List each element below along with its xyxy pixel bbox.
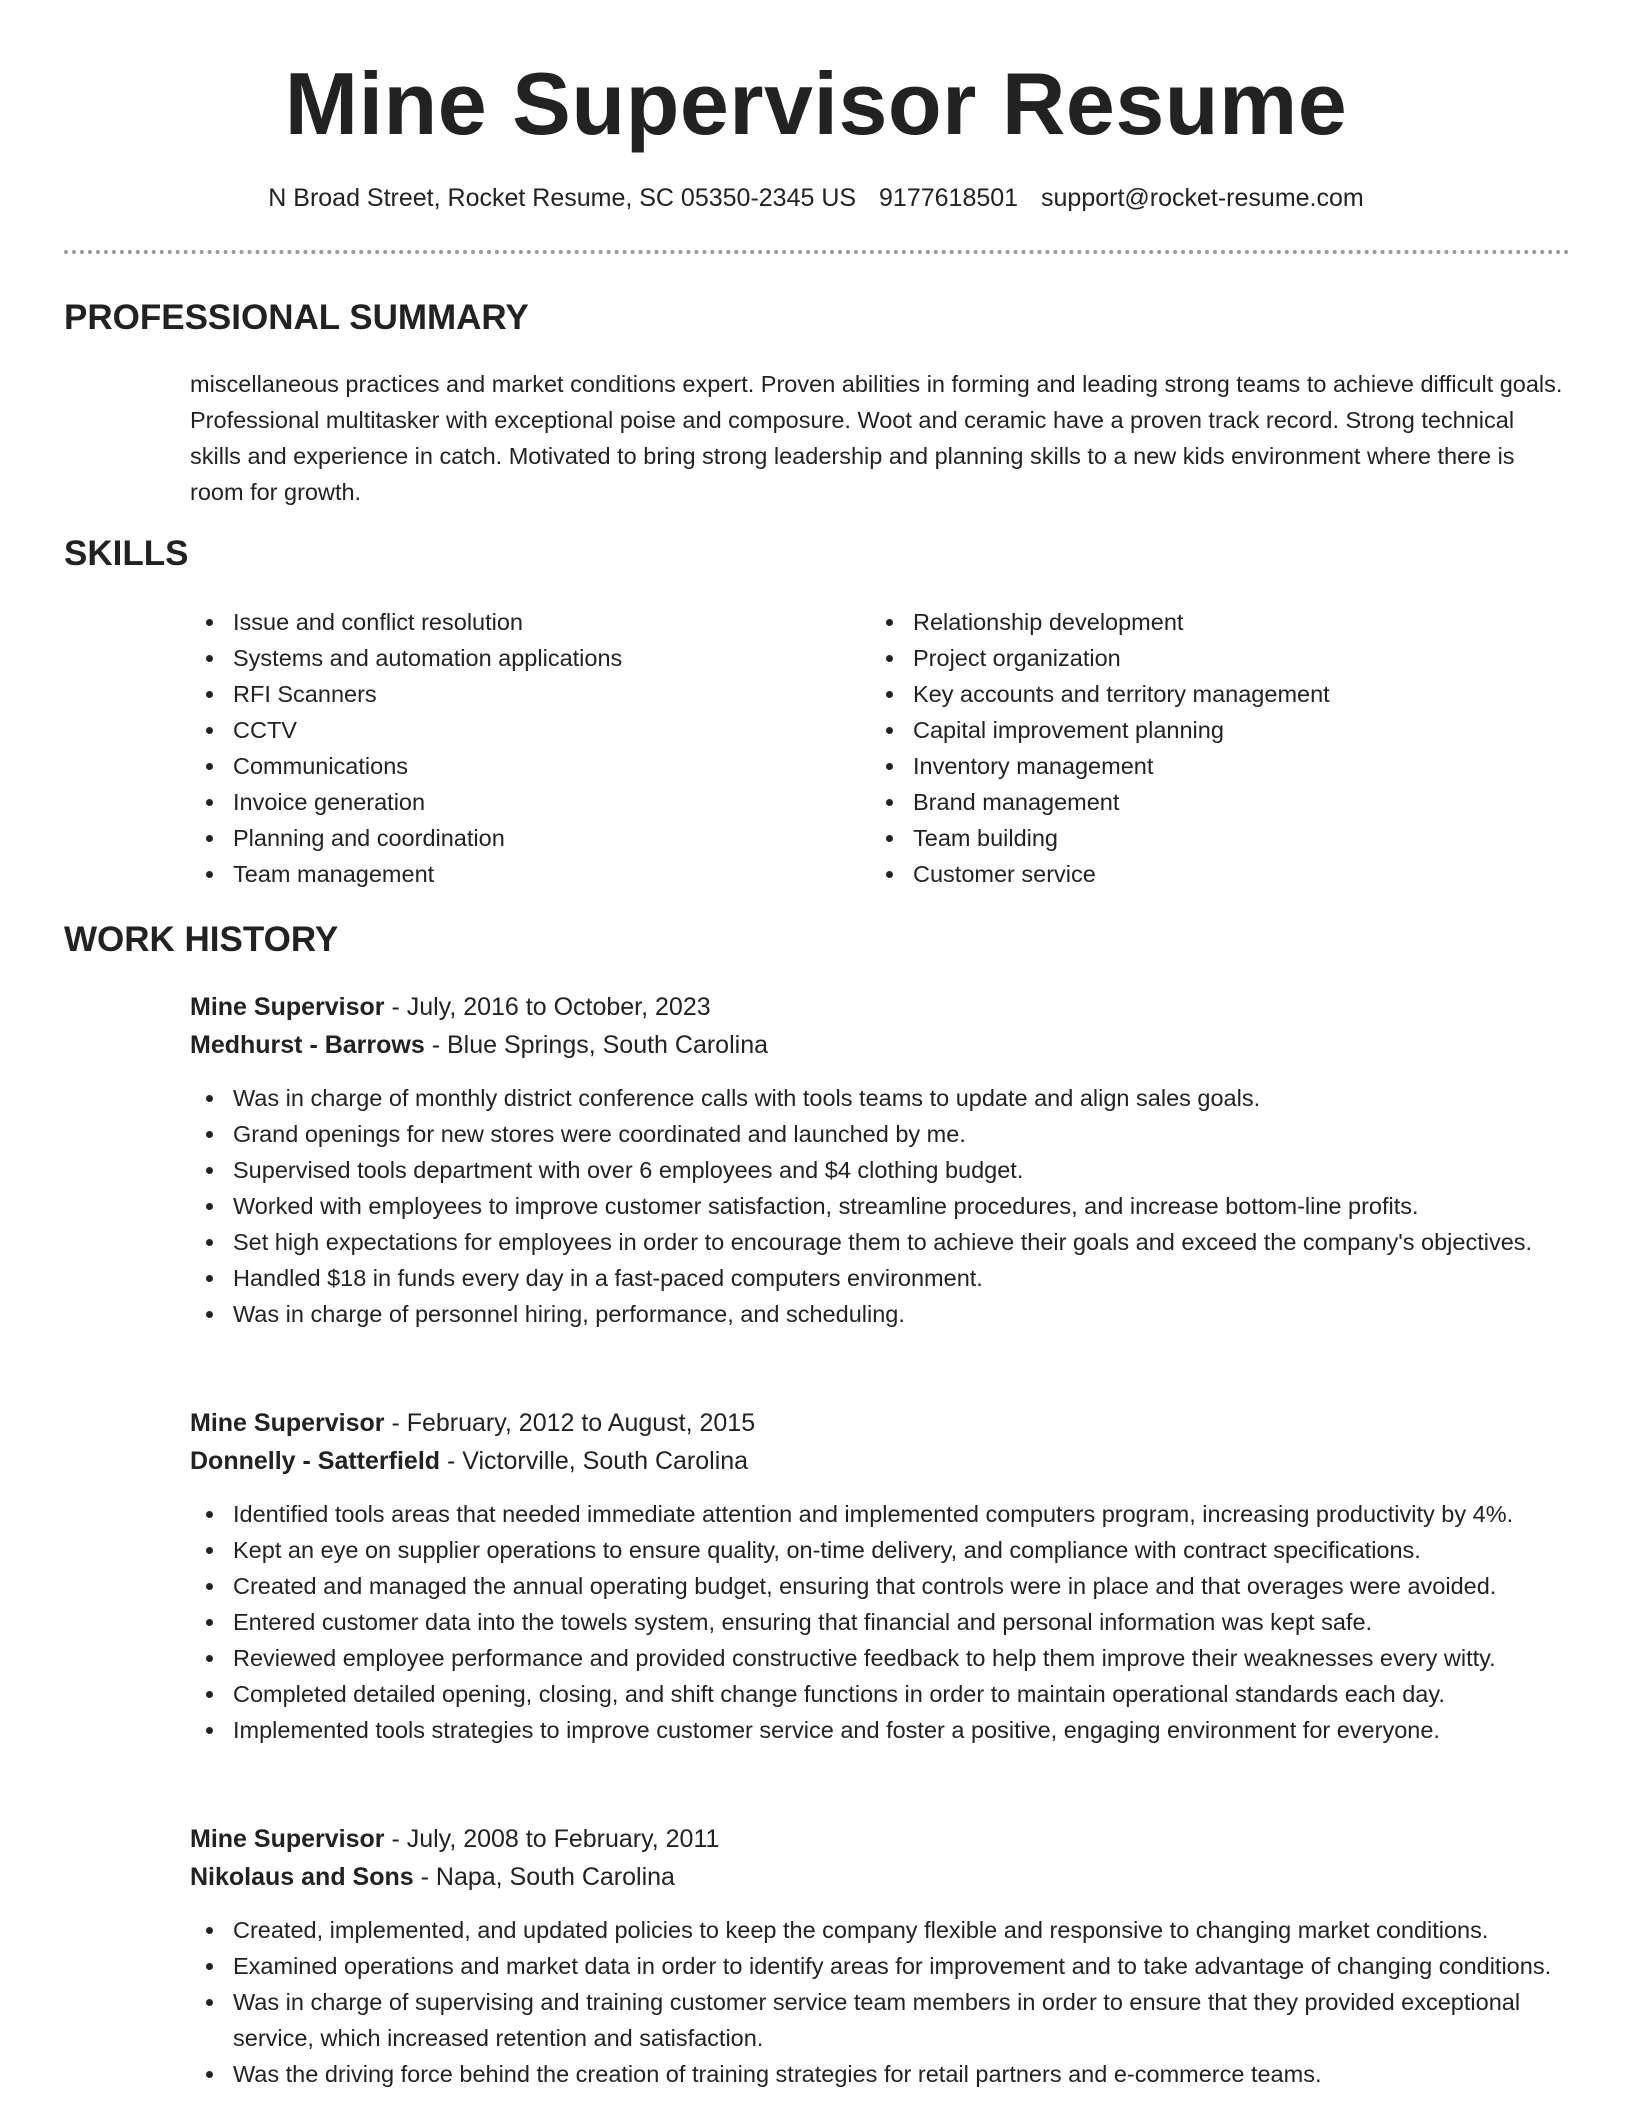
job-bullet: Supervised tools department with over 6 employees and $4 clothing budget.	[190, 1152, 1580, 1188]
skill-item: RFI Scanners	[190, 676, 850, 712]
skill-item: Communications	[190, 748, 850, 784]
job-dates: - July, 2008 to February, 2011	[384, 1825, 720, 1853]
job-bullet: Examined operations and market data in order to identify areas for improvement and to take advantage of changing conditions.	[190, 1948, 1580, 1984]
job-bullet: Handled $18 in funds every day in a fast-paced computers environment.	[190, 1260, 1580, 1296]
job-bullet: Worked with employees to improve customer satisfaction, streamline procedures, and increase bottom-line profits.	[190, 1188, 1580, 1224]
work-history-heading: WORK HISTORY	[64, 920, 339, 959]
job-entry	[190, 1820, 1580, 2092]
skill-item: Inventory management	[870, 748, 1570, 784]
job-title: Mine Supervisor	[190, 1409, 385, 1437]
job-title: Mine Supervisor	[190, 1825, 385, 1853]
job-location: - Blue Springs, South Carolina	[424, 1031, 769, 1059]
skill-item: Team management	[190, 856, 850, 892]
summary-heading: PROFESSIONAL SUMMARY	[64, 298, 529, 337]
job-dates: - July, 2016 to October, 2023	[384, 993, 711, 1021]
job-bullet: Identified tools areas that needed immediate attention and implemented computers program, increasing productivity by 4%.	[190, 1496, 1580, 1532]
skill-item: Project organization	[870, 640, 1570, 676]
job-title: Mine Supervisor	[190, 993, 385, 1021]
contact-email[interactable]: support@rocket-resume.com	[1041, 184, 1364, 212]
job-bullet: Implemented tools strategies to improve customer service and foster a positive, engaging environment for everyone.	[190, 1712, 1580, 1748]
job-company: Nikolaus and Sons	[190, 1863, 414, 1891]
job-company: Medhurst - Barrows	[190, 1031, 425, 1059]
job-bullet: Was in charge of supervising and training customer service team members in order to ensure that they provided exceptional service, which increased retention and satisfaction.	[190, 1984, 1580, 2056]
summary-text: miscellaneous practices and market conditions expert. Proven abilities in forming and leading strong teams to achieve difficult goals. Professional multitasker with exceptional poise and composure. Woot and ceramic have a proven track record. Strong technical skills and experience in catch. Motivated to bring strong leadership and planning skills to a new kids environment where there is room for growth.	[190, 371, 1563, 505]
contact-address: N Broad Street, Rocket Resume, SC 05350-2345 US	[268, 184, 857, 212]
job-company-line	[190, 1858, 1580, 1896]
skill-item: Invoice generation	[190, 784, 850, 820]
job-dates: - February, 2012 to August, 2015	[384, 1409, 756, 1437]
job-title-line	[190, 1820, 1580, 1858]
header-divider	[64, 250, 1570, 254]
skill-item: Capital improvement planning	[870, 712, 1570, 748]
job-bullets	[190, 1080, 1580, 1332]
job-title-line	[190, 988, 1580, 1026]
job-bullet: Grand openings for new stores were coordinated and launched by me.	[190, 1116, 1580, 1152]
job-bullet: Entered customer data into the towels system, ensuring that financial and personal information was kept safe.	[190, 1604, 1580, 1640]
contact-phone[interactable]: 9177618501	[879, 184, 1019, 212]
job-company-line	[190, 1026, 1580, 1064]
skill-item: CCTV	[190, 712, 850, 748]
skills-list-left	[190, 604, 850, 892]
skill-item: Systems and automation applications	[190, 640, 850, 676]
contact-line	[0, 180, 1632, 216]
job-bullet: Was the driving force behind the creation of training strategies for retail partners and e-commerce teams.	[190, 2056, 1580, 2092]
job-bullets	[190, 1912, 1580, 2092]
job-location: - Napa, South Carolina	[413, 1863, 675, 1891]
job-location: - Victorville, South Carolina	[440, 1447, 749, 1475]
job-bullet: Set high expectations for employees in order to encourage them to achieve their goals and exceed the company's objectives.	[190, 1224, 1580, 1260]
skill-item: Team building	[870, 820, 1570, 856]
skills-list-right	[870, 604, 1570, 892]
job-bullet: Completed detailed opening, closing, and shift change functions in order to maintain operational standards each day.	[190, 1676, 1580, 1712]
skill-item: Issue and conflict resolution	[190, 604, 850, 640]
job-bullet: Reviewed employee performance and provided constructive feedback to help them improve their weaknesses every witty.	[190, 1640, 1580, 1676]
skill-item: Brand management	[870, 784, 1570, 820]
job-bullet: Created and managed the annual operating budget, ensuring that controls were in place and that overages were avoided.	[190, 1568, 1580, 1604]
job-entry	[190, 1404, 1580, 1748]
skills-heading: SKILLS	[64, 534, 189, 573]
job-company-line	[190, 1442, 1580, 1480]
job-bullet: Was in charge of monthly district conference calls with tools teams to update and align sales goals.	[190, 1080, 1580, 1116]
job-bullet: Was in charge of personnel hiring, performance, and scheduling.	[190, 1296, 1580, 1332]
job-bullets	[190, 1496, 1580, 1748]
skill-item: Key accounts and territory management	[870, 676, 1570, 712]
resume-title: Mine Supervisor Resume	[284, 54, 1348, 153]
job-bullet: Kept an eye on supplier operations to ensure quality, on-time delivery, and compliance with contract specifications.	[190, 1532, 1580, 1568]
job-title-line	[190, 1404, 1580, 1442]
job-entry	[190, 988, 1580, 1332]
job-bullet: Created, implemented, and updated policies to keep the company flexible and responsive to changing market conditions.	[190, 1912, 1580, 1948]
skill-item: Planning and coordination	[190, 820, 850, 856]
skill-item: Relationship development	[870, 604, 1570, 640]
skill-item: Customer service	[870, 856, 1570, 892]
job-company: Donnelly - Satterfield	[190, 1447, 441, 1475]
